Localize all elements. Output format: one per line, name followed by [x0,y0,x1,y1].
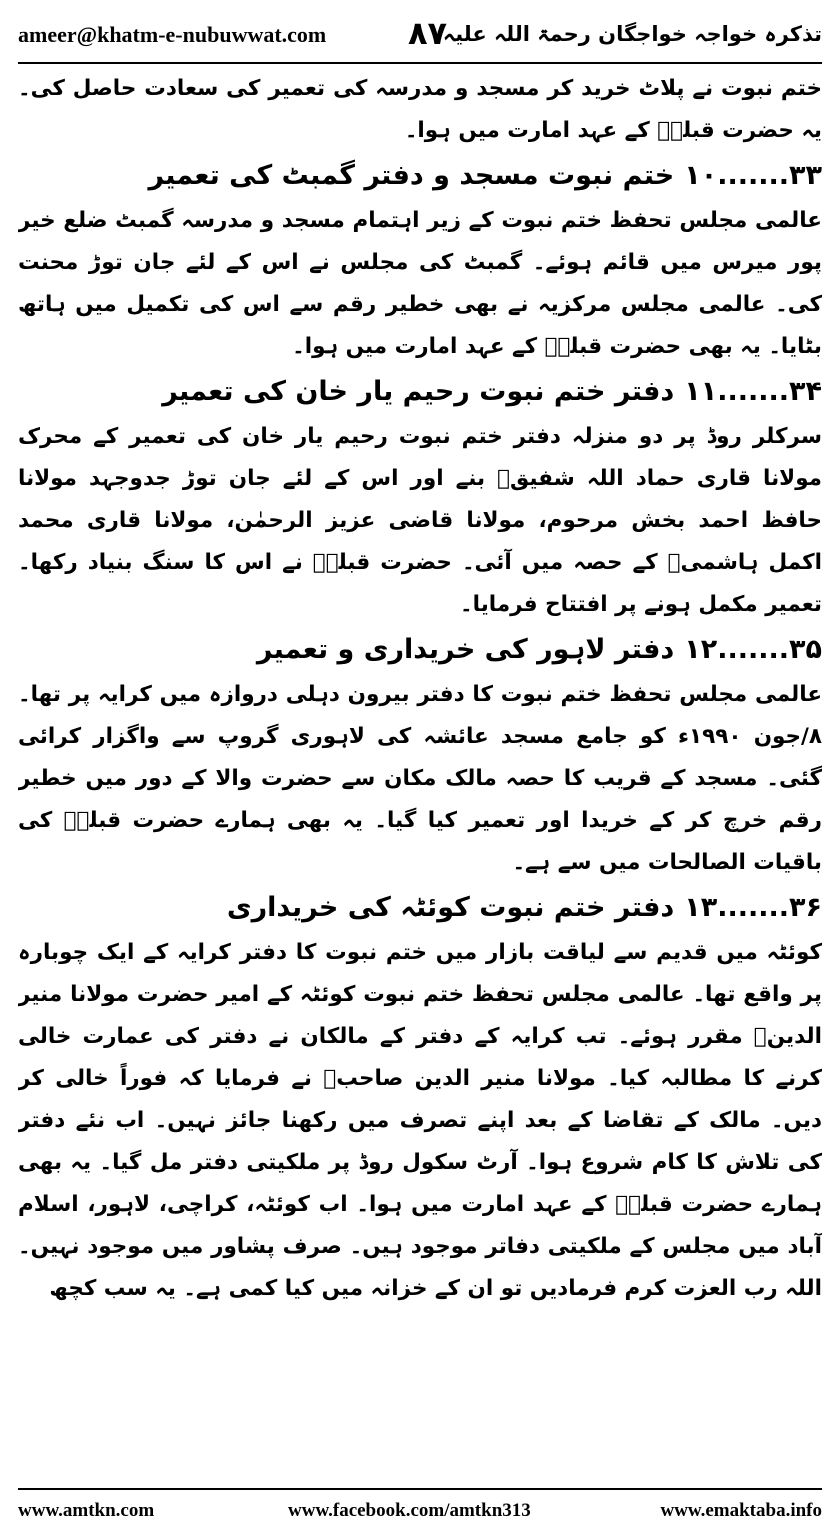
book-title: تذکرہ خواجہ خواجگان رحمۃ اللہ علیہ [442,22,822,46]
section-heading [18,368,822,416]
page-body [18,68,822,1482]
section-title: دفتر ختم نبوت رحیم یار خان کی تعمیر [162,376,675,407]
section-title: دفتر ختم نبوت کوئٹہ کی خریداری [226,892,675,923]
paragraph: سرکلر روڈ پر دو منزلہ دفتر ختم نبوت رحیم یار خان کی تعمیر کے محرک مولانا قاری حماد اللہ شفیقؒ بنے اور اس کے لئے جان توڑ جدوجہد مولانا حافظ احمد بخش مرحوم، مولانا قاضی عزیز الرحمٰن، مولانا قاری محمد اکمل ہاشمیؒ کے حصہ میں آئی۔ حضرت قبلہؒ نے اس کا سنگ بنیاد رکھا۔ تعمیر مکمل ہونے پر افتتاح فرمایا۔ [18,424,822,617]
paragraph: ختم نبوت نے پلاٹ خرید کر مسجد و مدرسہ کی تعمیر کی سعادت حاصل کی۔ یہ حضرت قبلہؒ کے عہد امارت میں ہوا۔ [18,76,822,143]
footer-link-emaktaba[interactable]: www.emaktaba.info [660,1500,822,1521]
page-number: ۸۷ [408,14,448,52]
section-number: ۳۶.......۱۳ [684,892,822,923]
section-title: دفتر لاہور کی خریداری و تعمیر [256,634,675,665]
footer-link-amtkn[interactable]: www.amtkn.com [18,1500,155,1521]
header-rule [18,62,822,64]
page-footer [18,1500,822,1528]
section-number: ۳۵.......۱۲ [684,634,822,665]
footer-link-facebook[interactable]: www.facebook.com/amtkn313 [288,1500,531,1521]
paragraph: عالمی مجلس تحفظ ختم نبوت کے زیر اہتمام مسجد و مدرسہ گمبٹ ضلع خیر پور میرس میں قائم ہوئے۔ گمبٹ کی مجلس نے اس کے لئے جان توڑ محنت کی۔ عالمی مجلس مرکزیہ نے بھی خطیر رقم سے اس کی تکمیل میں ہاتھ بٹایا۔ یہ بھی حضرت قبلہؒ کے عہد امارت میں ہوا۔ [18,208,822,359]
section-title: ختم نبوت مسجد و دفتر گمبٹ کی تعمیر [148,160,675,191]
footer-rule [18,1488,822,1490]
page-header [18,14,822,56]
section-number: ۳۳.......۱۰ [684,160,822,191]
section-number: ۳۴.......۱۱ [684,376,822,407]
header-email: ameer@khatm-e-nubuwwat.com [18,22,327,47]
section-heading [18,626,822,674]
paragraph: کوئٹہ میں قدیم سے لیاقت بازار میں ختم نبوت کا دفتر کرایہ کے ایک چوبارہ پر واقع تھا۔ عالمی مجلس تحفظ ختم نبوت کوئٹہ کے امیر حضرت مولانا منیر الدینؒ مقرر ہوئے۔ تب کرایہ کے دفتر کے مالکان نے دفتر کی عمارت خالی کرنے کا مطالبہ کیا۔ مولانا منیر الدین صاحبؒ نے فرمایا کہ فوراً خالی کر دیں۔ مالک کے تقاضا کے بعد اپنے تصرف میں رکھنا جائز نہیں۔ اب نئے دفتر کی تلاش کا کام شروع ہوا۔ آرٹ سکول روڈ پر ملکیتی دفتر مل گیا۔ یہ بھی ہمارے حضرت قبلہؒ کے عہد امارت میں ہوا۔ اب کوئٹہ، کراچی، لاہور، اسلام آباد میں مجلس کے ملکیتی دفاتر موجود ہیں۔ صرف پشاور میں موجود نہیں۔ اللہ رب العزت کرم فرمادیں تو ان کے خزانہ میں کیا کمی ہے۔ یہ سب کچھ [18,940,822,1301]
paragraph: عالمی مجلس تحفظ ختم نبوت کا دفتر بیرون دہلی دروازہ میں کرایہ پر تھا۔ ۸/جون ۱۹۹۰ء کو جامع مسجد عائشہ کی لاہوری گروپ سے واگزار کرائی گئی۔ مسجد کے قریب کا حصہ مالک مکان سے حضرت والا کے دور میں خطیر رقم خرچ کر کے خریدا اور تعمیر کیا گیا۔ یہ بھی ہمارے حضرت قبلہؒ کی باقیات الصالحات میں سے ہے۔ [18,682,822,875]
section-heading [18,884,822,932]
section-heading [18,152,822,200]
